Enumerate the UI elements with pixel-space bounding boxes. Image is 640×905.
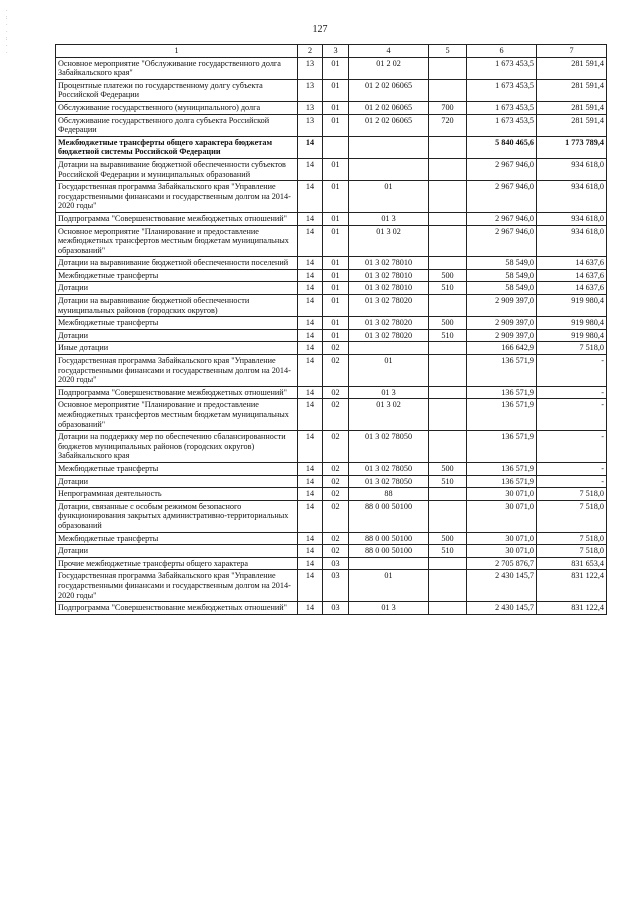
row-subsection: 02 (323, 386, 349, 399)
row-expense-type: 500 (429, 462, 467, 475)
row-expense-type (429, 431, 467, 463)
row-expense-type (429, 181, 467, 213)
table-row (56, 557, 607, 570)
row-amount-2: - (537, 386, 607, 399)
row-name: Межбюджетные трансферты (56, 462, 298, 475)
row-target-article (349, 557, 429, 570)
row-amount-2: 7 518,0 (537, 488, 607, 501)
row-name: Обслуживание государственного долга субъекта Российской Федерации (56, 114, 298, 136)
table-row (56, 355, 607, 387)
row-amount-2: - (537, 399, 607, 431)
row-target-article: 01 3 02 78010 (349, 257, 429, 270)
row-subsection: 02 (323, 532, 349, 545)
header-row (56, 45, 607, 58)
row-amount-2: 7 518,0 (537, 500, 607, 532)
row-expense-type: 500 (429, 269, 467, 282)
table-row (56, 475, 607, 488)
row-section: 14 (298, 545, 323, 558)
row-section: 14 (298, 431, 323, 463)
row-subsection: 02 (323, 399, 349, 431)
row-name: Прочие межбюджетные трансферты общего характера (56, 557, 298, 570)
row-expense-type (429, 257, 467, 270)
row-amount-2: 7 518,0 (537, 342, 607, 355)
row-subsection: 01 (323, 181, 349, 213)
row-expense-type (429, 355, 467, 387)
row-name: Дотации (56, 475, 298, 488)
row-amount-1: 2 909 397,0 (467, 317, 537, 330)
row-target-article: 01 (349, 355, 429, 387)
row-amount-2: 281 591,4 (537, 57, 607, 79)
row-section: 14 (298, 212, 323, 225)
row-subsection: 03 (323, 602, 349, 615)
row-target-article: 01 3 (349, 386, 429, 399)
row-amount-1: 1 673 453,5 (467, 114, 537, 136)
row-amount-1: 58 549,0 (467, 269, 537, 282)
row-section: 14 (298, 269, 323, 282)
header-cell: 3 (323, 45, 349, 58)
row-section: 14 (298, 488, 323, 501)
row-target-article: 01 3 (349, 602, 429, 615)
row-section: 14 (298, 557, 323, 570)
table-row (56, 282, 607, 295)
table-row (56, 101, 607, 114)
row-name: Процентные платежи по государственному долгу субъекта Российской Федерации (56, 79, 298, 101)
row-amount-2: - (537, 355, 607, 387)
row-section: 13 (298, 114, 323, 136)
row-expense-type: 510 (429, 282, 467, 295)
budget-table (55, 44, 607, 615)
row-amount-1: 136 571,9 (467, 399, 537, 431)
row-expense-type: 510 (429, 475, 467, 488)
row-amount-1: 1 673 453,5 (467, 79, 537, 101)
row-subsection: 01 (323, 114, 349, 136)
row-subsection: 01 (323, 329, 349, 342)
row-expense-type (429, 399, 467, 431)
table-row (56, 225, 607, 257)
row-amount-1: 136 571,9 (467, 386, 537, 399)
row-amount-1: 2 705 876,7 (467, 557, 537, 570)
row-subsection: 01 (323, 101, 349, 114)
row-subsection: 02 (323, 475, 349, 488)
row-subsection: 02 (323, 545, 349, 558)
row-amount-1: 30 071,0 (467, 488, 537, 501)
row-target-article: 01 3 (349, 212, 429, 225)
row-amount-1: 2 909 397,0 (467, 295, 537, 317)
table-row (56, 317, 607, 330)
row-amount-1: 2 967 946,0 (467, 225, 537, 257)
row-name: Дотации на поддержку мер по обеспечению сбалансированности бюджетов муниципальных районов (городских округов) Забайкальского края (56, 431, 298, 463)
row-section: 14 (298, 225, 323, 257)
row-section: 14 (298, 462, 323, 475)
row-expense-type: 510 (429, 545, 467, 558)
row-amount-1: 136 571,9 (467, 431, 537, 463)
row-expense-type (429, 225, 467, 257)
row-name: Дотации, связанные с особым режимом безопасного функционирования закрытых административно-территориальных образований (56, 500, 298, 532)
row-name: Непрограммная деятельность (56, 488, 298, 501)
row-target-article: 01 3 02 78050 (349, 431, 429, 463)
row-amount-2: 831 653,4 (537, 557, 607, 570)
row-section: 13 (298, 79, 323, 101)
row-expense-type: 720 (429, 114, 467, 136)
table-row (56, 462, 607, 475)
row-section: 14 (298, 399, 323, 431)
row-amount-2: 281 591,4 (537, 79, 607, 101)
row-amount-2: - (537, 462, 607, 475)
table-row (56, 136, 607, 158)
row-amount-1: 2 430 145,7 (467, 602, 537, 615)
row-amount-1: 30 071,0 (467, 532, 537, 545)
row-amount-1: 1 673 453,5 (467, 101, 537, 114)
row-expense-type (429, 295, 467, 317)
page-number: 127 (312, 24, 328, 35)
table-row (56, 532, 607, 545)
header-cell: 6 (467, 45, 537, 58)
row-subsection: 01 (323, 282, 349, 295)
row-name: Дотации (56, 282, 298, 295)
row-amount-2: 14 637,6 (537, 257, 607, 270)
table-row (56, 114, 607, 136)
row-expense-type: 500 (429, 532, 467, 545)
row-subsection: 01 (323, 317, 349, 330)
row-expense-type (429, 500, 467, 532)
row-name: Межбюджетные трансферты (56, 532, 298, 545)
row-section: 14 (298, 181, 323, 213)
table-row (56, 342, 607, 355)
row-section: 13 (298, 101, 323, 114)
row-name: Дотации (56, 329, 298, 342)
row-amount-2: 831 122,4 (537, 602, 607, 615)
header-cell: 2 (298, 45, 323, 58)
table-row (56, 570, 607, 602)
row-amount-2: 934 618,0 (537, 212, 607, 225)
row-target-article: 88 0 00 50100 (349, 500, 429, 532)
row-amount-1: 136 571,9 (467, 475, 537, 488)
row-expense-type (429, 602, 467, 615)
header-cell: 5 (429, 45, 467, 58)
row-name: Межбюджетные трансферты (56, 269, 298, 282)
row-section: 14 (298, 136, 323, 158)
row-amount-1: 30 071,0 (467, 500, 537, 532)
row-section: 14 (298, 475, 323, 488)
row-target-article: 88 (349, 488, 429, 501)
row-amount-1: 2 967 946,0 (467, 181, 537, 213)
row-section: 14 (298, 257, 323, 270)
margin-marks: · : · · : · · (6, 9, 8, 56)
row-target-article (349, 136, 429, 158)
row-amount-1: 1 673 453,5 (467, 57, 537, 79)
row-amount-2: 14 637,6 (537, 269, 607, 282)
row-amount-2: 831 122,4 (537, 570, 607, 602)
row-target-article (349, 158, 429, 180)
row-subsection: 01 (323, 158, 349, 180)
row-section: 14 (298, 355, 323, 387)
row-amount-2: 281 591,4 (537, 114, 607, 136)
row-name: Государственная программа Забайкальского края "Управление государственными финансами и государственным долгом на 2014-2020 годы" (56, 181, 298, 213)
row-amount-1: 2 430 145,7 (467, 570, 537, 602)
row-subsection: 02 (323, 462, 349, 475)
table-row (56, 257, 607, 270)
row-amount-1: 166 642,9 (467, 342, 537, 355)
row-subsection: 02 (323, 355, 349, 387)
row-section: 14 (298, 602, 323, 615)
row-target-article: 01 2 02 06065 (349, 101, 429, 114)
row-target-article: 01 2 02 06065 (349, 114, 429, 136)
row-name: Подпрограмма "Совершенствование межбюджетных отношений" (56, 386, 298, 399)
row-expense-type: 510 (429, 329, 467, 342)
table-row (56, 295, 607, 317)
row-expense-type (429, 488, 467, 501)
row-target-article: 01 3 02 78010 (349, 282, 429, 295)
table-row (56, 399, 607, 431)
table-row (56, 212, 607, 225)
row-section: 14 (298, 342, 323, 355)
row-expense-type (429, 386, 467, 399)
row-expense-type: 500 (429, 317, 467, 330)
row-name: Иные дотации (56, 342, 298, 355)
row-amount-2: 934 618,0 (537, 225, 607, 257)
row-subsection: 01 (323, 295, 349, 317)
row-target-article: 01 3 02 78050 (349, 462, 429, 475)
row-expense-type (429, 570, 467, 602)
row-subsection: 01 (323, 79, 349, 101)
header-cell: 7 (537, 45, 607, 58)
table-row (56, 181, 607, 213)
row-name: Подпрограмма "Совершенствование межбюджетных отношений" (56, 212, 298, 225)
row-section: 14 (298, 295, 323, 317)
row-name: Межбюджетные трансферты (56, 317, 298, 330)
row-name: Основное мероприятие "Планирование и предоставление межбюджетных трансфертов местным бюджетам муниципальных образований" (56, 399, 298, 431)
row-subsection: 02 (323, 488, 349, 501)
header-cell: 4 (349, 45, 429, 58)
row-subsection: 02 (323, 431, 349, 463)
row-name: Дотации на выравнивание бюджетной обеспеченности муниципальных районов (городских округов) (56, 295, 298, 317)
row-name: Дотации на выравнивание бюджетной обеспеченности поселений (56, 257, 298, 270)
row-subsection: 03 (323, 570, 349, 602)
row-section: 14 (298, 282, 323, 295)
row-target-article: 88 0 00 50100 (349, 545, 429, 558)
row-target-article: 01 3 02 78010 (349, 269, 429, 282)
row-amount-2: 919 980,4 (537, 329, 607, 342)
row-amount-2: 14 637,6 (537, 282, 607, 295)
row-target-article: 01 2 02 06065 (349, 79, 429, 101)
row-section: 14 (298, 329, 323, 342)
table-row (56, 602, 607, 615)
table-row (56, 158, 607, 180)
row-subsection: 02 (323, 500, 349, 532)
row-name: Основное мероприятие "Обслуживание государственного долга Забайкальского края" (56, 57, 298, 79)
row-amount-2: 7 518,0 (537, 532, 607, 545)
row-expense-type (429, 79, 467, 101)
row-expense-type (429, 557, 467, 570)
row-amount-1: 136 571,9 (467, 462, 537, 475)
row-target-article: 01 3 02 78020 (349, 317, 429, 330)
row-subsection: 01 (323, 269, 349, 282)
row-target-article: 01 3 02 (349, 225, 429, 257)
row-amount-1: 2 967 946,0 (467, 212, 537, 225)
table-row (56, 545, 607, 558)
row-target-article: 01 3 02 (349, 399, 429, 431)
row-name: Подпрограмма "Совершенствование межбюджетных отношений" (56, 602, 298, 615)
row-name: Основное мероприятие "Планирование и предоставление межбюджетных трансфертов местным бюджетам муниципальных образований" (56, 225, 298, 257)
header-cell: 1 (56, 45, 298, 58)
row-expense-type (429, 158, 467, 180)
table-row (56, 57, 607, 79)
row-amount-1: 58 549,0 (467, 282, 537, 295)
row-expense-type (429, 212, 467, 225)
row-amount-2: 1 773 789,4 (537, 136, 607, 158)
row-amount-1: 5 840 465,6 (467, 136, 537, 158)
row-section: 14 (298, 500, 323, 532)
row-target-article: 01 3 02 78020 (349, 329, 429, 342)
table-row (56, 431, 607, 463)
row-target-article: 01 3 02 78020 (349, 295, 429, 317)
table-row (56, 488, 607, 501)
table-row (56, 500, 607, 532)
row-name: Государственная программа Забайкальского края "Управление государственными финансами и государственным долгом на 2014-2020 годы" (56, 355, 298, 387)
row-amount-2: 7 518,0 (537, 545, 607, 558)
row-subsection: 01 (323, 57, 349, 79)
row-target-article: 01 (349, 570, 429, 602)
row-amount-2: 934 618,0 (537, 181, 607, 213)
row-section: 13 (298, 57, 323, 79)
row-target-article: 88 0 00 50100 (349, 532, 429, 545)
row-amount-2: 934 618,0 (537, 158, 607, 180)
row-expense-type (429, 342, 467, 355)
row-section: 14 (298, 570, 323, 602)
row-expense-type (429, 57, 467, 79)
row-section: 14 (298, 532, 323, 545)
row-amount-1: 58 549,0 (467, 257, 537, 270)
row-name: Обслуживание государственного (муниципального) долга (56, 101, 298, 114)
row-target-article: 01 2 02 (349, 57, 429, 79)
row-section: 14 (298, 317, 323, 330)
row-subsection: 01 (323, 257, 349, 270)
row-target-article: 01 3 02 78050 (349, 475, 429, 488)
row-target-article: 01 (349, 181, 429, 213)
row-name: Государственная программа Забайкальского края "Управление государственными финансами и государственным долгом на 2014-2020 годы" (56, 570, 298, 602)
row-name: Дотации (56, 545, 298, 558)
row-target-article (349, 342, 429, 355)
row-name: Дотации на выравнивание бюджетной обеспеченности субъектов Российской Федерации и муниципальных образований (56, 158, 298, 180)
row-subsection (323, 136, 349, 158)
row-subsection: 02 (323, 342, 349, 355)
row-amount-1: 2 909 397,0 (467, 329, 537, 342)
row-amount-1: 2 967 946,0 (467, 158, 537, 180)
table-row (56, 269, 607, 282)
row-amount-1: 136 571,9 (467, 355, 537, 387)
row-section: 14 (298, 386, 323, 399)
row-section: 14 (298, 158, 323, 180)
row-amount-2: 919 980,4 (537, 317, 607, 330)
row-amount-2: - (537, 431, 607, 463)
row-amount-2: - (537, 475, 607, 488)
table-row (56, 386, 607, 399)
row-name: Межбюджетные трансферты общего характера бюджетам бюджетной системы Российской Федерации (56, 136, 298, 158)
row-subsection: 01 (323, 212, 349, 225)
row-expense-type (429, 136, 467, 158)
row-amount-2: 919 980,4 (537, 295, 607, 317)
row-amount-2: 281 591,4 (537, 101, 607, 114)
table-row (56, 79, 607, 101)
row-amount-1: 30 071,0 (467, 545, 537, 558)
row-subsection: 01 (323, 225, 349, 257)
table-row (56, 329, 607, 342)
row-expense-type: 700 (429, 101, 467, 114)
row-subsection: 03 (323, 557, 349, 570)
